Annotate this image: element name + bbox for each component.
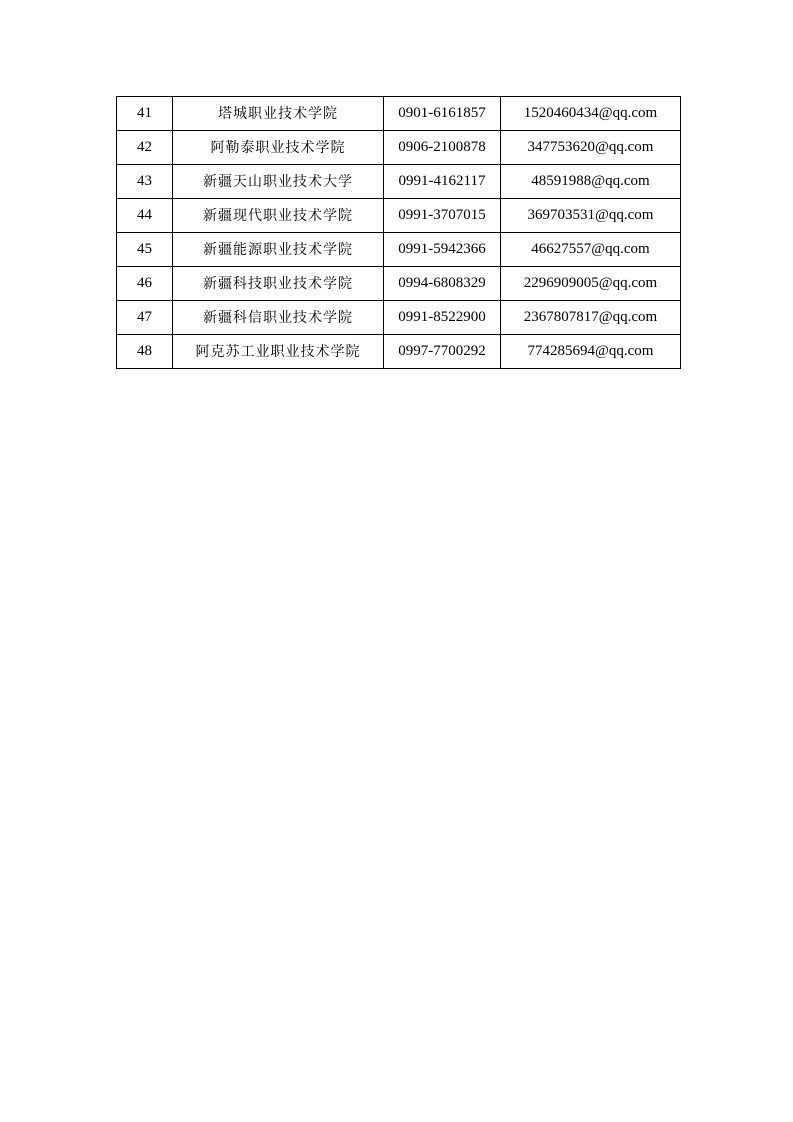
phone-number: 0901-6161857 <box>384 97 501 131</box>
email-address: 369703531@qq.com <box>501 199 681 233</box>
row-number: 45 <box>117 233 173 267</box>
table-row <box>117 165 681 199</box>
table-row <box>117 131 681 165</box>
row-number: 42 <box>117 131 173 165</box>
college-name: 新疆现代职业技术学院 <box>173 199 384 233</box>
table-row <box>117 199 681 233</box>
college-name: 新疆科信职业技术学院 <box>173 301 384 335</box>
table-row <box>117 335 681 369</box>
phone-number: 0991-5942366 <box>384 233 501 267</box>
email-address: 1520460434@qq.com <box>501 97 681 131</box>
college-name: 阿勒泰职业技术学院 <box>173 131 384 165</box>
email-address: 774285694@qq.com <box>501 335 681 369</box>
college-name: 新疆科技职业技术学院 <box>173 267 384 301</box>
table-row <box>117 97 681 131</box>
phone-number: 0994-6808329 <box>384 267 501 301</box>
email-address: 347753620@qq.com <box>501 131 681 165</box>
table-row <box>117 301 681 335</box>
phone-number: 0991-3707015 <box>384 199 501 233</box>
college-name: 塔城职业技术学院 <box>173 97 384 131</box>
email-address: 2296909005@qq.com <box>501 267 681 301</box>
email-address: 2367807817@qq.com <box>501 301 681 335</box>
row-number: 44 <box>117 199 173 233</box>
row-number: 41 <box>117 97 173 131</box>
email-address: 46627557@qq.com <box>501 233 681 267</box>
phone-number: 0906-2100878 <box>384 131 501 165</box>
phone-number: 0991-8522900 <box>384 301 501 335</box>
college-name: 阿克苏工业职业技术学院 <box>173 335 384 369</box>
row-number: 47 <box>117 301 173 335</box>
table-body <box>117 97 681 369</box>
phone-number: 0997-7700292 <box>384 335 501 369</box>
row-number: 46 <box>117 267 173 301</box>
college-name: 新疆能源职业技术学院 <box>173 233 384 267</box>
phone-number: 0991-4162117 <box>384 165 501 199</box>
email-address: 48591988@qq.com <box>501 165 681 199</box>
row-number: 48 <box>117 335 173 369</box>
table-row <box>117 267 681 301</box>
table-row <box>117 233 681 267</box>
row-number: 43 <box>117 165 173 199</box>
college-name: 新疆天山职业技术大学 <box>173 165 384 199</box>
college-contact-table <box>116 96 681 369</box>
